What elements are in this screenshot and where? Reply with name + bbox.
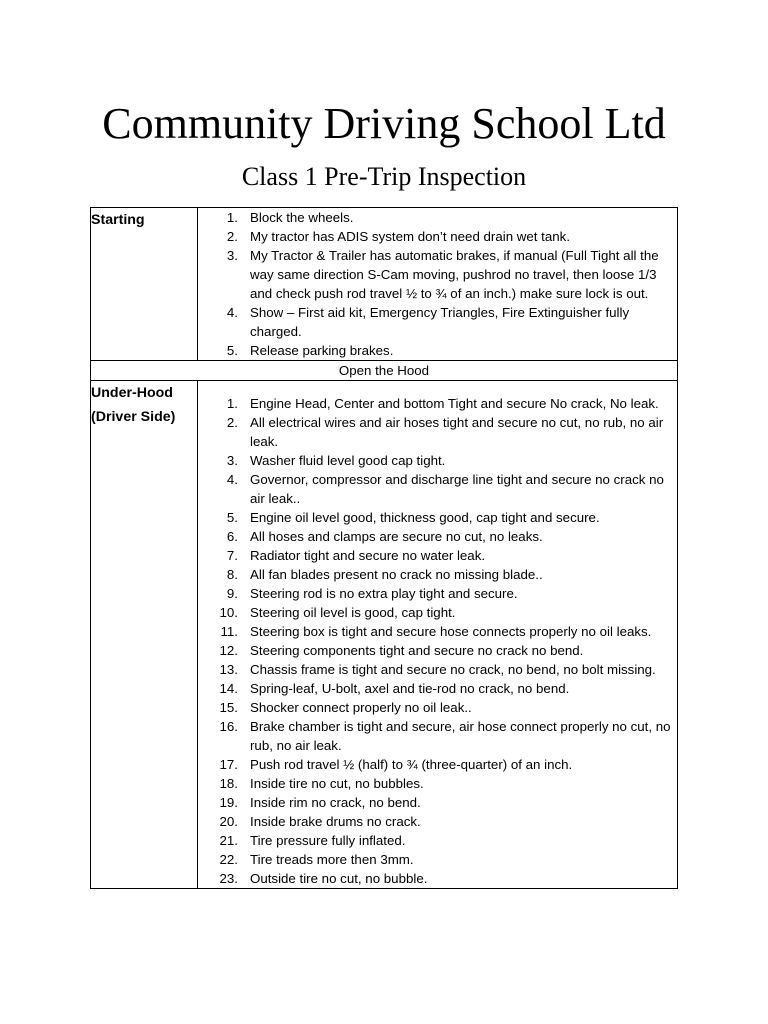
list-item-number: 10. [219,605,238,620]
list-item [198,227,677,246]
list-item-number: 2. [226,229,238,244]
under-hood-steps-list [198,394,677,888]
list-item [198,603,677,622]
list-item-text: Steering box is tight and secure hose connects properly no oil leaks. [250,624,652,639]
list-item [198,641,677,660]
list-item [198,679,677,698]
list-item-text: All electrical wires and air hoses tight and secure no cut, no rub, no air leak. [250,415,664,449]
list-item-text: Show – First aid kit, Emergency Triangles, Fire Extinguisher fully charged. [250,305,630,339]
list-item-text: My tractor has ADIS system don’t need drain wet tank. [250,229,571,244]
list-item-number: 4. [226,305,238,320]
list-item [198,451,677,470]
list-item [198,470,677,508]
list-item-number: 5. [226,510,238,525]
list-item [198,565,677,584]
list-item-text: Inside rim no crack, no bend. [250,795,421,810]
list-item-number: 12. [219,643,238,658]
list-item-number: 17. [219,757,238,772]
list-item [198,755,677,774]
section-label-cell [91,208,198,361]
list-item [198,717,677,755]
list-item-text: Block the wheels. [250,210,354,225]
list-item-number: 5. [226,343,238,358]
list-item-number: 23. [219,871,238,886]
list-item [198,831,677,850]
list-item [198,774,677,793]
list-item-number: 1. [226,210,238,225]
list-item-number: 16. [219,719,238,734]
list-item [198,622,677,641]
list-item-number: 3. [226,248,238,263]
section-divider: Open the Hood [91,361,678,381]
section-items-cell [198,208,678,361]
list-item [198,341,677,360]
document-title: Community Driving School Ltd [102,99,666,148]
list-item-text: Steering rod is no extra play tight and secure. [250,586,518,601]
list-item [198,869,677,888]
list-item [198,850,677,869]
list-item-number: 7. [226,548,238,563]
list-item-number: 2. [226,415,238,430]
list-item [198,394,677,413]
list-item-number: 4. [226,472,238,487]
section-row-under-hood [91,381,678,889]
starting-steps-list [198,208,677,360]
list-item [198,527,677,546]
divider-row [91,361,678,381]
list-item-text: Release parking brakes. [250,343,394,358]
list-item [198,208,677,227]
list-item-number: 3. [226,453,238,468]
list-item [198,413,677,451]
list-item-number: 18. [219,776,238,791]
list-item-text: Radiator tight and secure no water leak. [250,548,486,563]
list-item-text: Engine Head, Center and bottom Tight and secure No crack, No leak. [250,396,659,411]
list-item-text: Shocker connect properly no oil leak.. [250,700,472,715]
list-item-text: Washer fluid level good cap tight. [250,453,446,468]
list-item [198,508,677,527]
section-label-cell [91,381,198,889]
list-item [198,246,677,303]
list-item-number: 11. [220,624,238,639]
list-item-number: 6. [226,529,238,544]
list-item-number: 1. [226,396,238,411]
list-item-text: Engine oil level good, thickness good, cap tight and secure. [250,510,600,525]
list-item-number: 21. [219,833,238,848]
list-item-number: 15. [219,700,238,715]
list-item [198,793,677,812]
list-item-text: Push rod travel ½ (half) to ¾ (three-quarter) of an inch. [250,757,573,772]
section-row-starting [91,208,678,361]
list-item-text: Steering oil level is good, cap tight. [250,605,456,620]
list-item-number: 20. [219,814,238,829]
list-item-text: Brake chamber is tight and secure, air hose connect properly no cut, no rub, no air leak. [250,719,671,753]
list-item-number: 9. [226,586,238,601]
section-items-cell [198,381,678,889]
list-item-number: 19. [219,795,238,810]
list-item-text: All fan blades present no crack no missing blade.. [250,567,543,582]
list-item-number: 22. [219,852,238,867]
list-item-text: All hoses and clamps are secure no cut, no leaks. [250,529,543,544]
section-label: Starting [91,212,145,228]
list-item-text: Spring-leaf, U-bolt, axel and tie-rod no crack, no bend. [250,681,570,696]
section-label: (Driver Side) [91,409,176,425]
list-item [198,812,677,831]
list-item-text: Chassis frame is tight and secure no crack, no bend, no bolt missing. [250,662,656,677]
list-item-text: My Tractor & Trailer has automatic brakes, if manual (Full Tight all the way same direction S-Cam moving, pushrod no travel, then loose 1/3 and check push rod travel ½ to ¾ of an inch.) make sure lock is out. [250,248,659,301]
list-item-text: Governor, compressor and discharge line tight and secure no crack no air leak.. [250,472,664,506]
list-item-number: 13. [219,662,238,677]
list-item-text: Inside brake drums no crack. [250,814,421,829]
list-item [198,698,677,717]
document-subtitle: Class 1 Pre-Trip Inspection [241,162,527,191]
list-item-text: Tire treads more then 3mm. [250,852,414,867]
list-item [198,660,677,679]
list-item-text: Outside tire no cut, no bubble. [250,871,428,886]
list-item-text: Tire pressure fully inflated. [250,833,406,848]
list-item-number: 8. [226,567,238,582]
list-item-text: Inside tire no cut, no bubbles. [250,776,424,791]
list-item [198,303,677,341]
inspection-table [90,207,678,889]
section-label: Under-Hood [91,385,173,401]
list-item-number: 14. [219,681,238,696]
list-item-text: Steering components tight and secure no crack no bend. [250,643,584,658]
list-item [198,584,677,603]
list-item [198,546,677,565]
